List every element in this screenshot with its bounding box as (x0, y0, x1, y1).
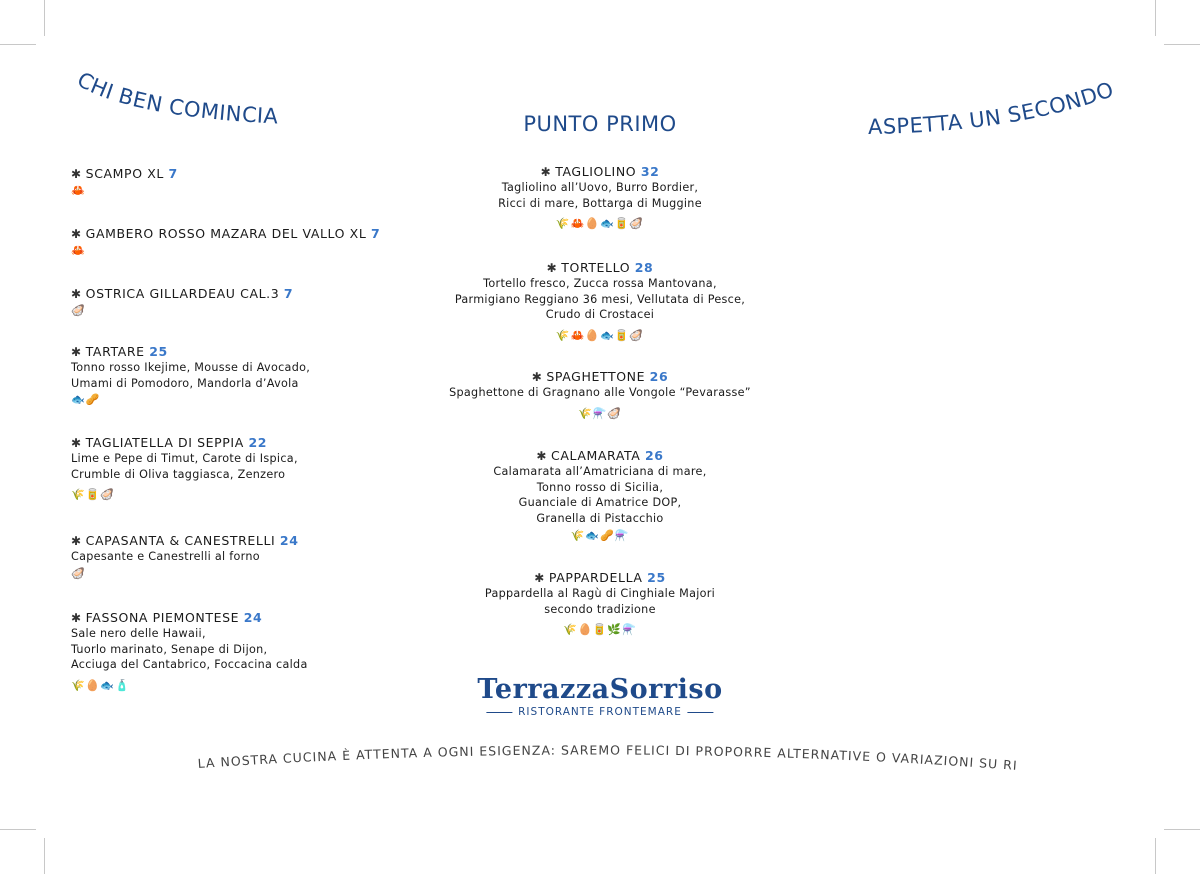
item-description-line: Tagliolino all’Uovo, Burro Bordier, (501, 181, 699, 194)
footer-note-text: LA NOSTRA CUCINA È ATTENTA A OGNI ESIGENZA: SAREMO FELICI DI PROPORRE ALTERNATIVE O VARIAZIONI SU RICHIESTA. (184, 728, 1019, 773)
section-title-center: PUNTO PRIMO (523, 112, 677, 136)
item-description-line: Guanciale di Amatrice DOP, (518, 496, 682, 509)
item-name: TORTELLO (561, 260, 631, 275)
item-description-line: Tonno rosso di Sicilia, (536, 480, 664, 494)
svg-text:LA NOSTRA CUCINA È ATTENTA A O (185, 728, 1018, 773)
allergen-icons: 🦀 (71, 244, 86, 257)
item-price: 25 (149, 344, 168, 359)
menu-item: ✱ TAGLIOLINO 32 Tagliolino all’Uovo, Burro Bordier, Ricci di mare, Bottarga di Muggine 🌾🦀🥚🐟🥫🦪 (498, 164, 702, 230)
item-price: 7 (370, 226, 381, 241)
item-description-line: Calamarata all’Amatriciana di mare, (493, 465, 707, 478)
item-description-line: Tuorlo marinato, Senape di Dijon, (71, 642, 268, 656)
crop-mark (1155, 838, 1156, 874)
item-description-line: Umami di Pomodoro, Mandorla d’Avola (71, 376, 299, 390)
item-price: 7 (168, 166, 178, 181)
item-price: 24 (243, 610, 263, 625)
item-description-line: Parmigiano Reggiano 36 mesi, Vellutata di Pesce, (454, 292, 746, 306)
section-title-right (866, 77, 1146, 150)
item-name: SPAGHETTONE (546, 369, 646, 384)
item-description-line: Tonno rosso Ikejime, Mousse di Avocado, (71, 361, 311, 374)
item-name: CALAMARATA (551, 448, 641, 463)
item-price: 22 (248, 435, 268, 450)
item-description-line: secondo tradizione (544, 602, 656, 616)
item-price: 24 (279, 533, 299, 548)
allergen-icons: 🌾🦀🥚🐟🥫🦪 (555, 328, 645, 342)
allergen-icons: 🦀 (71, 184, 86, 197)
svg-text:ASPETTA UN SECONDO (868, 77, 1117, 139)
item-name: OSTRICA GILLARDEAU CAL.3 (85, 286, 280, 301)
footer-note (184, 728, 1030, 790)
logo-tagline: RISTORANTE FRONTEMARE (518, 706, 682, 718)
menu-item: ✱ SPAGHETTONE 26 Spaghettone di Gragnano alle Vongole “Pevarasse” 🌾⚗️🦪 (449, 369, 751, 420)
allergen-icons: 🌾🥚🥫🌿⚗️ (563, 623, 637, 636)
allergen-icons: 🦪 (71, 304, 86, 317)
item-price: 26 (645, 448, 664, 463)
crop-mark (0, 829, 36, 830)
allergen-icons: 🦪 (71, 566, 86, 580)
item-price: 25 (647, 570, 666, 585)
logo-tagline-row (477, 706, 722, 718)
logo-rule (486, 712, 512, 713)
allergen-icons: 🐟🥜 (71, 393, 101, 406)
menu-item: ✱ PAPPARDELLA 25 Pappardella al Ragù di Cinghiale Majori secondo tradizione 🌾🥚🥫🌿⚗️ (484, 570, 716, 636)
item-description-line: Tortello fresco, Zucca rossa Mantovana, (483, 277, 717, 290)
item-description-line: Spaghettone di Gragnano alle Vongole “Pevarasse” (449, 386, 751, 399)
crop-mark (44, 838, 45, 874)
crop-mark (1155, 0, 1156, 36)
allergen-icons: 🌾🦀🥚🐟🥫🦪 (555, 217, 645, 230)
item-description-line: Pappardella al Ragù di Cinghiale Majori (484, 587, 716, 600)
logo-rule (688, 712, 714, 713)
item-price: 28 (634, 260, 654, 275)
item-price: 26 (649, 369, 669, 384)
item-description-line: Crudo di Crostacei (545, 308, 655, 321)
section-title-left (70, 67, 330, 142)
crop-mark (1164, 829, 1200, 830)
item-description-line: Granella di Pistacchio (536, 511, 664, 525)
item-description-line: Acciuga del Cantabrico, Foccacina calda (71, 658, 308, 671)
allergen-icons: 🌾🥚🐟🧴 (71, 678, 130, 692)
section-title-right-text: ASPETTA UN SECONDO (867, 77, 1117, 140)
allergen-icons: 🌾🥫🦪 (71, 488, 116, 501)
menu-item: ✱ TORTELLO 28 Tortello fresco, Zucca rossa Mantovana, Parmigiano Reggiano 36 mesi, Vellutata di Pesce, Crudo di Crostacei 🌾🦀🥚🐟🥫🦪 (454, 260, 746, 342)
section-title-left-text: CHI BEN COMINCIA (73, 67, 279, 129)
crop-mark (0, 44, 36, 45)
item-description-line: Sale nero delle Hawaii, (71, 627, 206, 640)
crop-mark (1164, 44, 1200, 45)
item-description-line: Capesante e Canestrelli al forno (71, 550, 260, 563)
allergen-icons: 🌾⚗️🦪 (577, 406, 623, 420)
menu-item: ✱ SCAMPO XL 7 🦀 (71, 166, 178, 197)
item-name: TAGLIATELLA DI SEPPIA (85, 435, 244, 450)
item-name: TARTARE (85, 344, 145, 359)
menu-item: ✱ TARTARE 25 Tonno rosso Ikejime, Mousse di Avocado, Umami di Pomodoro, Mandorla d’Avola 🐟🥜 (71, 344, 311, 406)
item-name: CAPASANTA & CANESTRELLI (85, 533, 276, 548)
item-name: FASSONA PIEMONTESE (85, 610, 240, 625)
restaurant-logo (477, 675, 722, 718)
item-name: SCAMPO XL (85, 166, 164, 181)
menu-item: ✱ CAPASANTA & CANESTRELLI 24 Capesante e Canestrelli al forno 🦪 (71, 533, 299, 580)
logo-name: TerrazzaSorriso (477, 674, 723, 705)
crop-mark (44, 0, 45, 36)
item-price: 7 (283, 286, 294, 301)
allergen-icons: 🌾🐟🥜⚗️ (570, 529, 630, 542)
item-name: GAMBERO ROSSO MAZARA DEL VALLO XL (85, 226, 367, 241)
item-name: PAPPARDELLA (548, 570, 643, 585)
menu-item: ✱ OSTRICA GILLARDEAU CAL.3 7 🦪 (71, 286, 294, 317)
item-description-line: Crumble di Oliva taggiasca, Zenzero (71, 467, 286, 481)
menu-item: ✱ GAMBERO ROSSO MAZARA DEL VALLO XL 7 🦀 (71, 226, 381, 257)
svg-text:CHI BEN COMINCIA (73, 67, 279, 128)
menu-item: ✱ TAGLIATELLA DI SEPPIA 22 Lime e Pepe di Timut, Carote di Ispica, Crumble di Oliva taggiasca, Zenzero 🌾🥫🦪 (71, 435, 298, 501)
item-description-line: Ricci di mare, Bottarga di Muggine (498, 196, 702, 210)
menu-item: ✱ FASSONA PIEMONTESE 24 Sale nero delle Hawaii, Tuorlo marinato, Senape di Dijon, Acciuga del Cantabrico, Foccacina calda 🌾🥚🐟🧴 (71, 610, 308, 692)
item-description-line: Lime e Pepe di Timut, Carote di Ispica, (71, 452, 298, 465)
item-name: TAGLIOLINO (555, 164, 637, 179)
menu-item: ✱ CALAMARATA 26 Calamarata all’Amatriciana di mare, Tonno rosso di Sicilia, Guanciale di Amatrice DOP, Granella di Pistacchio 🌾🐟🥜⚗️ (493, 448, 707, 542)
item-price: 32 (640, 164, 660, 179)
